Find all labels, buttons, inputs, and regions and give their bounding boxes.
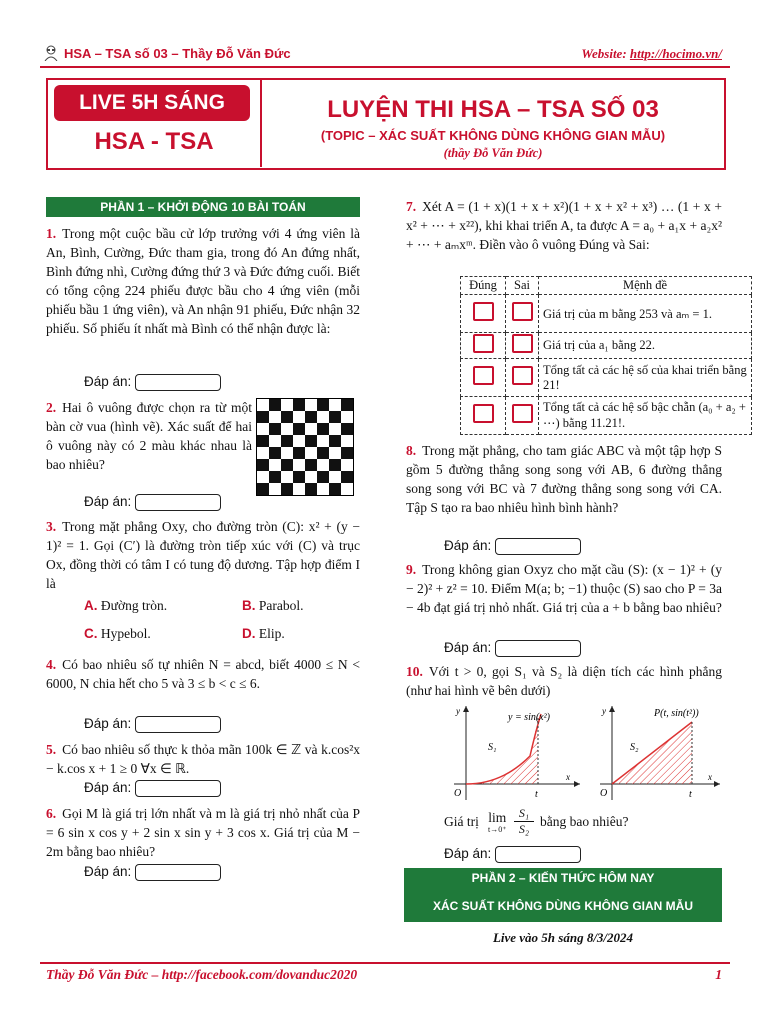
- checkbox-false[interactable]: [512, 334, 533, 353]
- chess-square: [341, 399, 353, 411]
- answer-input[interactable]: [135, 374, 221, 391]
- question-9: [406, 560, 722, 617]
- question-number: 2.: [46, 400, 57, 415]
- option-d[interactable]: D. Elip.: [242, 626, 285, 641]
- chess-square: [329, 483, 341, 495]
- fig2-x-label: x: [708, 772, 712, 782]
- part2-block: [404, 868, 722, 922]
- question-text: Trong mặt phẳng Oxy, cho đường tròn (C): x² + (y − 1)² = 1. Gọi (C′) là đường tròn tiếp xúc với (C) và trục Ox, đồng thời có tâm I có tung độ dương. Tập hợp điểm I là: [46, 519, 360, 591]
- question-text: Trong mặt phẳng, cho tam giác ABC và một tập hợp S gồm 5 đường thẳng song song với AB, 6 đường thẳng song song với BC và 7 đường thẳng song song với CA. Tập S tạo ra bao nhiêu hình bình hành?: [406, 443, 722, 515]
- chess-square: [269, 423, 281, 435]
- question-10: [406, 662, 722, 700]
- chess-square: [269, 411, 281, 423]
- chess-square: [293, 423, 305, 435]
- question-number: 5.: [46, 742, 57, 757]
- fig2-origin-label: O: [600, 788, 608, 799]
- question-text: Có bao nhiêu số thực k thỏa mãn 100k ∈ ℤ và k.cos²x − k.cos x + 1 ≥ 0 ∀x ∈ ℝ.: [46, 742, 360, 776]
- chess-square: [257, 399, 269, 411]
- chess-square: [317, 399, 329, 411]
- answer-row-10: Đáp án:: [444, 846, 581, 863]
- chess-square: [293, 459, 305, 471]
- chess-square: [317, 483, 329, 495]
- chess-square: [257, 459, 269, 471]
- answer-input[interactable]: [135, 780, 221, 797]
- chess-square: [293, 411, 305, 423]
- page-number: 1: [715, 967, 722, 982]
- chess-square: [305, 471, 317, 483]
- chess-square: [341, 435, 353, 447]
- fig1-region-label: S₁: [488, 742, 497, 753]
- checkbox-false[interactable]: [512, 404, 533, 423]
- chess-square: [317, 411, 329, 423]
- chess-square: [305, 483, 317, 495]
- fig2-point-label: P(t, sin(t²)): [654, 708, 699, 719]
- chess-square: [293, 471, 305, 483]
- question-1: [46, 224, 360, 338]
- statement: Tổng tất cả các hệ số của khai triển bằng 21!: [539, 359, 752, 397]
- fig2-region-label: S₂: [630, 742, 639, 753]
- chess-square: [257, 423, 269, 435]
- part2-live: Live vào 5h sáng 8/3/2024: [492, 930, 634, 945]
- chess-square: [281, 423, 293, 435]
- col-true: Đúng: [461, 277, 506, 295]
- website-label: Website:: [581, 46, 627, 61]
- question-number: 6.: [46, 806, 57, 821]
- chess-square: [257, 411, 269, 423]
- chess-square: [281, 399, 293, 411]
- question-number: 9.: [406, 562, 417, 577]
- footer-left[interactable]: Thầy Đỗ Văn Đức – http://facebook.com/dovanduc2020: [46, 967, 358, 982]
- statement: Tổng tất cả các hệ số bậc chẵn (a₀ + a₂ + ⋯) bằng 11.21!.: [539, 397, 752, 435]
- chess-square: [317, 435, 329, 447]
- live-label: LIVE 5H SÁNG: [54, 85, 250, 121]
- limit-suffix: bằng bao nhiêu?: [540, 814, 629, 829]
- chess-square: [257, 435, 269, 447]
- question-number: 1.: [46, 226, 57, 241]
- answer-row-9: Đáp án:: [444, 640, 581, 657]
- answer-input[interactable]: [495, 640, 581, 657]
- answer-row-1: Đáp án:: [84, 374, 221, 391]
- question-8: [406, 441, 722, 517]
- chess-square: [329, 435, 341, 447]
- chess-square: [269, 471, 281, 483]
- chess-square: [341, 411, 353, 423]
- chess-square: [317, 471, 329, 483]
- badge-label: HSA - TSA: [94, 128, 214, 155]
- question-text: Trong một cuộc bầu cử lớp trưởng với 4 ứng viên là An, Bình, Cường, Đức tham gia, trong đó An đứng nhất, Bình đứng nhì, Cường đứng thứ 3 và Đức đứng cuối. Biết có tổng cộng 224 phiếu được bầu cho 4 ứng viên (mỗi phiếu bầu 1 ứng viên), và An nhận 91 phiếu, Đức nhận 32 phiếu. Số phiếu ít nhất mà Bình có thể nhận được là:: [46, 226, 360, 336]
- answer-row-5: Đáp án:: [84, 780, 221, 797]
- chess-square: [257, 447, 269, 459]
- question-text: Trong không gian Oxyz cho mặt cầu (S): (x − 1)² + (y − 2)² + z² = 10. Điểm M(a; b; −1) thuộc (S) sao cho P = 3a − 4b đạt giá trị nhỏ nhất. Giá trị của a + b bằng bao nhiêu?: [406, 562, 722, 615]
- question-2: [46, 398, 252, 474]
- answer-input[interactable]: [135, 864, 221, 881]
- banner-left: [48, 80, 262, 167]
- chess-square: [257, 483, 269, 495]
- question-3: [46, 517, 360, 593]
- banner: [46, 78, 726, 170]
- chess-square: [257, 471, 269, 483]
- question-number: 3.: [46, 519, 57, 534]
- chess-square: [293, 483, 305, 495]
- chess-square: [329, 471, 341, 483]
- chess-square: [329, 459, 341, 471]
- answer-row-6: Đáp án:: [84, 864, 221, 881]
- website-link[interactable]: http://hocimo.vn/: [629, 46, 722, 61]
- chess-square: [293, 399, 305, 411]
- chess-square: [305, 423, 317, 435]
- chess-square: [281, 459, 293, 471]
- checkbox-true[interactable]: [473, 334, 494, 353]
- banner-title: LUYỆN THI HSA – TSA SỐ 03: [327, 96, 659, 123]
- statement: Giá trị của a₁ bằng 22.: [539, 333, 752, 359]
- chess-square: [305, 411, 317, 423]
- footer: [40, 962, 730, 984]
- chess-square: [329, 447, 341, 459]
- chess-square: [281, 411, 293, 423]
- question-text: Với t > 0, gọi S₁ và S₂ là diện tích các hình phẳng (như hai hình vẽ bên dưới): [406, 664, 722, 698]
- option-a[interactable]: A. Đường tròn.: [84, 598, 168, 613]
- question-text: Gọi M là giá trị lớn nhất và m là giá trị nhỏ nhất của P = 6 sin x cos y + 2 sin x sin y + 3 cos x. Giá trị của M − 2m bằng bao nhiêu?: [46, 806, 360, 859]
- header: [40, 44, 730, 68]
- banner-topic: (TOPIC – XÁC SUẤT KHÔNG DÙNG KHÔNG GIAN MẪU): [320, 128, 666, 143]
- limit-fraction: S₁ S₂: [514, 806, 534, 837]
- chess-square: [305, 447, 317, 459]
- statement: Giá trị của m bằng 253 và aₘ = 1.: [539, 295, 752, 333]
- chess-square: [317, 447, 329, 459]
- chess-square: [293, 447, 305, 459]
- chess-square: [329, 423, 341, 435]
- limit-operator: lim $^{t\to 0^+}$: [488, 810, 507, 834]
- chess-square: [269, 459, 281, 471]
- fig1-y-label: y: [456, 706, 460, 716]
- chess-square: [293, 435, 305, 447]
- true-false-table: [460, 276, 752, 435]
- figure-1: [446, 700, 586, 804]
- answer-row-8: Đáp án:: [444, 538, 581, 555]
- chess-square: [281, 483, 293, 495]
- checkbox-false[interactable]: [512, 366, 533, 385]
- fig1-origin-label: O: [454, 788, 462, 799]
- limit-prefix: Giá trị: [444, 814, 479, 829]
- fig1-curve-label: y = sin(x²): [508, 712, 550, 723]
- col-statement: Mệnh đề: [539, 277, 752, 295]
- chess-square: [269, 447, 281, 459]
- checkbox-false[interactable]: [512, 302, 533, 321]
- chess-square: [281, 447, 293, 459]
- question-5: [46, 740, 360, 778]
- col-false: Sai: [506, 277, 539, 295]
- question-4: [46, 655, 360, 693]
- fig2-y-label: y: [602, 706, 606, 716]
- checkbox-true[interactable]: [473, 302, 494, 321]
- answer-input[interactable]: [495, 538, 581, 555]
- chess-square: [317, 459, 329, 471]
- chess-square: [329, 399, 341, 411]
- chess-square: [341, 483, 353, 495]
- answer-input[interactable]: [495, 846, 581, 863]
- chess-square: [305, 435, 317, 447]
- chessboard-image: [256, 398, 354, 496]
- chess-square: [317, 423, 329, 435]
- question-text: Xét A = (1 + x)(1 + x + x²)(1 + x + x² + x³) … (1 + x + x² + ⋯ + x²²), khi khai triển A, ta được A = a₀ + a₁x + a₂x² + ⋯ + aₘxᵐ. Điền vào ô vuông Đúng và Sai:: [406, 199, 722, 252]
- fig2-tick-label: t: [689, 789, 692, 800]
- chess-square: [341, 423, 353, 435]
- question-text: Có bao nhiêu số tự nhiên N = abcd, biết 4000 ≤ N < 6000, N chia hết cho 5 và 3 ≤ b < c ≤ 6.: [46, 657, 360, 691]
- figure-2: [596, 700, 726, 804]
- answer-row-4: Đáp án:: [84, 716, 221, 733]
- fig1-x-label: x: [566, 772, 570, 782]
- chess-square: [269, 483, 281, 495]
- header-left: HSA – TSA số 03 – Thầy Đỗ Văn Đức: [64, 46, 291, 61]
- answer-row-2: Đáp án:: [84, 494, 221, 511]
- question-7: [406, 197, 722, 254]
- option-b[interactable]: B. Parabol.: [242, 598, 304, 613]
- question-text: Hai ô vuông được chọn ra từ một bàn cờ vua (hình vẽ). Xác suất để hai ô vuông này có 2 màu khác nhau là bao nhiêu?: [46, 400, 252, 472]
- chess-square: [269, 399, 281, 411]
- question-number: 8.: [406, 443, 417, 458]
- question-number: 10.: [406, 664, 423, 679]
- answer-input[interactable]: [135, 716, 221, 733]
- answer-input[interactable]: [135, 494, 221, 511]
- question-number: 7.: [406, 199, 417, 214]
- chess-square: [305, 459, 317, 471]
- banner-teacher: (thầy Đỗ Văn Đức): [443, 146, 543, 160]
- part2-subtitle: XÁC SUẤT KHÔNG DÙNG KHÔNG GIAN MẪU: [433, 899, 693, 913]
- question-number: 4.: [46, 657, 57, 672]
- option-c[interactable]: C. Hypebol.: [84, 626, 151, 641]
- chess-square: [341, 447, 353, 459]
- question-6: [46, 804, 360, 861]
- part2-title: PHẦN 2 – KIẾN THỨC HÔM NAY: [471, 871, 655, 885]
- chess-square: [305, 399, 317, 411]
- chess-square: [269, 435, 281, 447]
- part1-title: PHẦN 1 – KHỞI ĐỘNG 10 BÀI TOÁN: [46, 197, 360, 217]
- chess-square: [281, 471, 293, 483]
- checkbox-true[interactable]: [473, 404, 494, 423]
- chess-square: [281, 435, 293, 447]
- fig1-tick-label: t: [535, 789, 538, 800]
- chess-square: [329, 411, 341, 423]
- chess-square: [341, 471, 353, 483]
- chess-square: [341, 459, 353, 471]
- checkbox-true[interactable]: [473, 366, 494, 385]
- teacher-avatar-icon: [44, 45, 58, 61]
